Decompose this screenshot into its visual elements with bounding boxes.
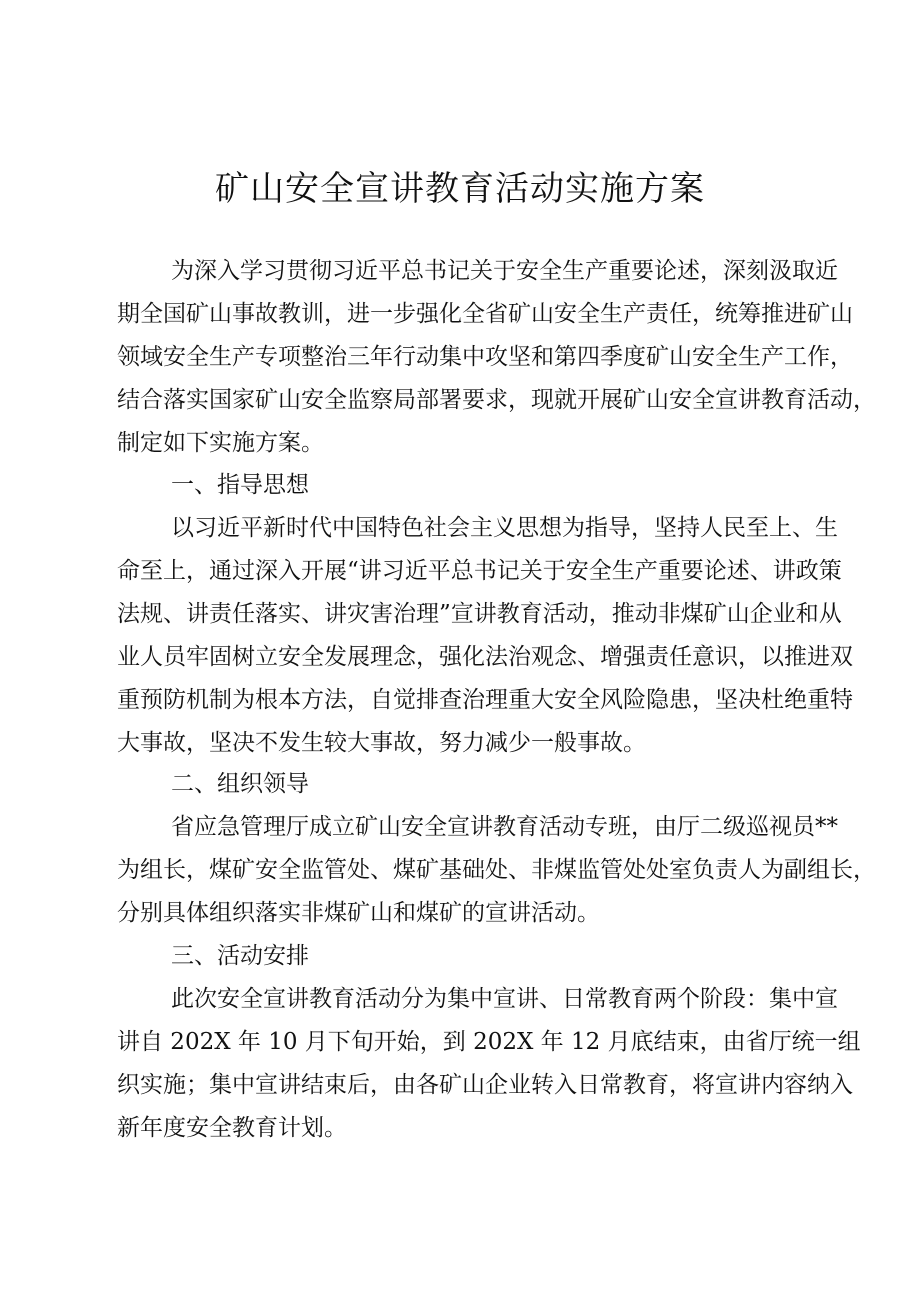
section3-line: 新年度安全教育计划。	[117, 1115, 347, 1141]
section-heading-activity-arrangement: 三、活动安排	[171, 943, 309, 969]
document-title: 矿山安全宣讲教育活动实施方案	[215, 169, 705, 209]
section1-line: 以习近平新时代中国特色社会主义思想为指导，坚持人民至上、生	[171, 515, 838, 541]
section3-line: 织实施；集中宣讲结束后，由各矿山企业转入日常教育，将宣讲内容纳入	[117, 1072, 853, 1098]
section1-line: 重预防机制为根本方法，自觉排查治理重大安全风险隐患，坚决杜绝重特	[117, 687, 853, 713]
intro-line: 期全国矿山事故教训，进一步强化全省矿山安全生产责任，统筹推进矿山	[117, 301, 853, 327]
section3-line: 讲自 202X 年 10 月下旬开始，到 202X 年 12 月底结束，由省厅统一组	[117, 1029, 861, 1055]
intro-line: 为深入学习贯彻习近平总书记关于安全生产重要论述，深刻汲取近	[171, 258, 838, 284]
section1-line: 命至上，通过深入开展“讲习近平总书记关于安全生产重要论述、讲政策	[117, 558, 842, 584]
section1-line: 大事故，坚决不发生较大事故，努力减少一般事故。	[117, 730, 646, 756]
section-heading-leadership: 二、组织领导	[171, 771, 309, 797]
section-heading-guiding-thought: 一、指导思想	[171, 472, 309, 498]
section1-line: 法规、讲责任落实、讲灾害治理”宣讲教育活动，推动非煤矿山企业和从	[117, 601, 842, 627]
section2-line: 省应急管理厅成立矿山安全宣讲教育活动专班，由厅二级巡视员**	[171, 814, 838, 840]
section2-line: 分别具体组织落实非煤矿山和煤矿的宣讲活动。	[117, 900, 600, 926]
section2-line: 为组长，煤矿安全监管处、煤矿基础处、非煤监管处处室负责人为副组长，	[117, 857, 876, 883]
intro-line: 领域安全生产专项整治三年行动集中攻坚和第四季度矿山安全生产工作，	[117, 344, 853, 370]
section1-line: 业人员牢固树立安全发展理念，强化法治观念、增强责任意识，以推进双	[117, 644, 853, 670]
section3-line: 此次安全宣讲教育活动分为集中宣讲、日常教育两个阶段：集中宣	[171, 986, 838, 1012]
intro-line: 结合落实国家矿山安全监察局部署要求，现就开展矿山安全宣讲教育活动，	[117, 387, 876, 413]
intro-line: 制定如下实施方案。	[117, 430, 324, 456]
